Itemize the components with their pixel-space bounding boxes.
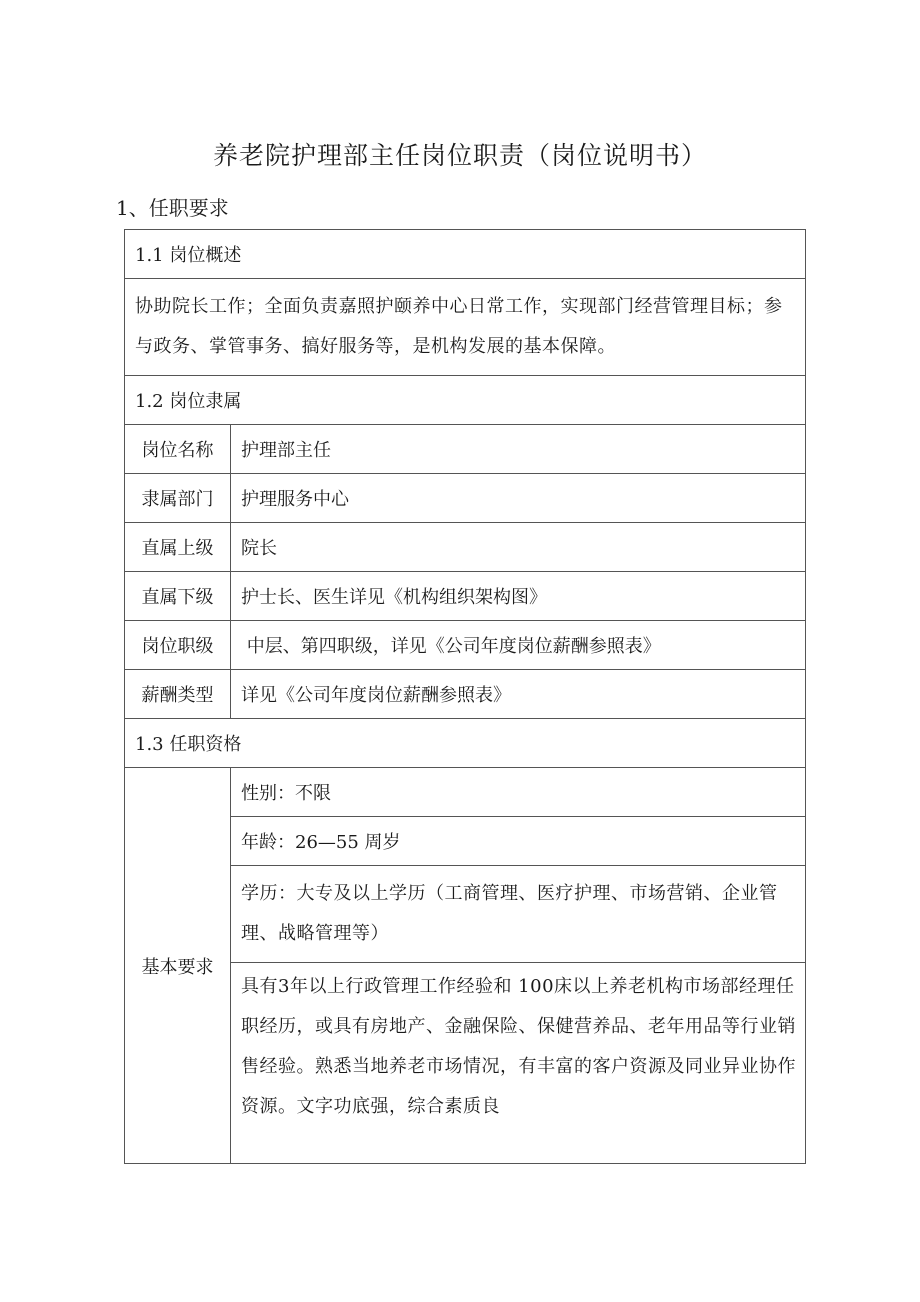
table-row: [125, 768, 806, 817]
row-value: 中层、第四职级，详见《公司年度岗位薪酬参照表》: [231, 621, 806, 670]
row-label: 岗位名称: [125, 425, 231, 474]
row-label: 直属上级: [125, 523, 231, 572]
requirement-item: 学历：大专及以上学历（工商管理、医疗护理、市场营销、企业管理、战略管理等）: [231, 866, 806, 963]
overview-text-row: [125, 279, 806, 376]
row-label: 隶属部门: [125, 474, 231, 523]
overview-heading: 1.1 岗位概述: [125, 230, 806, 279]
row-value: 院长: [231, 523, 806, 572]
row-value: 护士长、医生详见《机构组织架构图》: [231, 572, 806, 621]
table-row: [125, 474, 806, 523]
row-label: 岗位职级: [125, 621, 231, 670]
affiliation-heading-row: [125, 376, 806, 425]
requirement-item: 年龄：26—55 周岁: [231, 817, 806, 866]
row-value: 详见《公司年度岗位薪酬参照表》: [231, 670, 806, 719]
affiliation-heading: 1.2 岗位隶属: [125, 376, 806, 425]
qualification-heading: 1.3 任职资格: [125, 719, 806, 768]
row-value: 护理部主任: [231, 425, 806, 474]
table-row: [125, 621, 806, 670]
row-value: 护理服务中心: [231, 474, 806, 523]
row-label: 薪酬类型: [125, 670, 231, 719]
qualification-heading-row: [125, 719, 806, 768]
job-description-table: [124, 229, 806, 1164]
table-row: [125, 572, 806, 621]
requirement-item: 具有3年以上行政管理工作经验和 100床以上养老机构市场部经理任职经历，或具有房地产、金融保险、保健营养品、老年用品等行业销售经验。熟悉当地养老市场情况，有丰富的客户资源及同业异业协作资源。文字功底强，综合素质良: [231, 963, 806, 1164]
overview-heading-row: [125, 230, 806, 279]
group-label: 基本要求: [125, 768, 231, 1164]
table-row: [125, 670, 806, 719]
requirement-item: 性别：不限: [231, 768, 806, 817]
table-row: [125, 425, 806, 474]
section-heading: 1、任职要求: [116, 196, 229, 220]
table-row: [125, 523, 806, 572]
row-label: 直属下级: [125, 572, 231, 621]
document-title: 养老院护理部主任岗位职责（岗位说明书）: [212, 141, 707, 170]
overview-text: 协助院长工作；全面负责嘉照护颐养中心日常工作，实现部门经营管理目标；参与政务、掌管事务、搞好服务等，是机构发展的基本保障。: [125, 279, 806, 376]
